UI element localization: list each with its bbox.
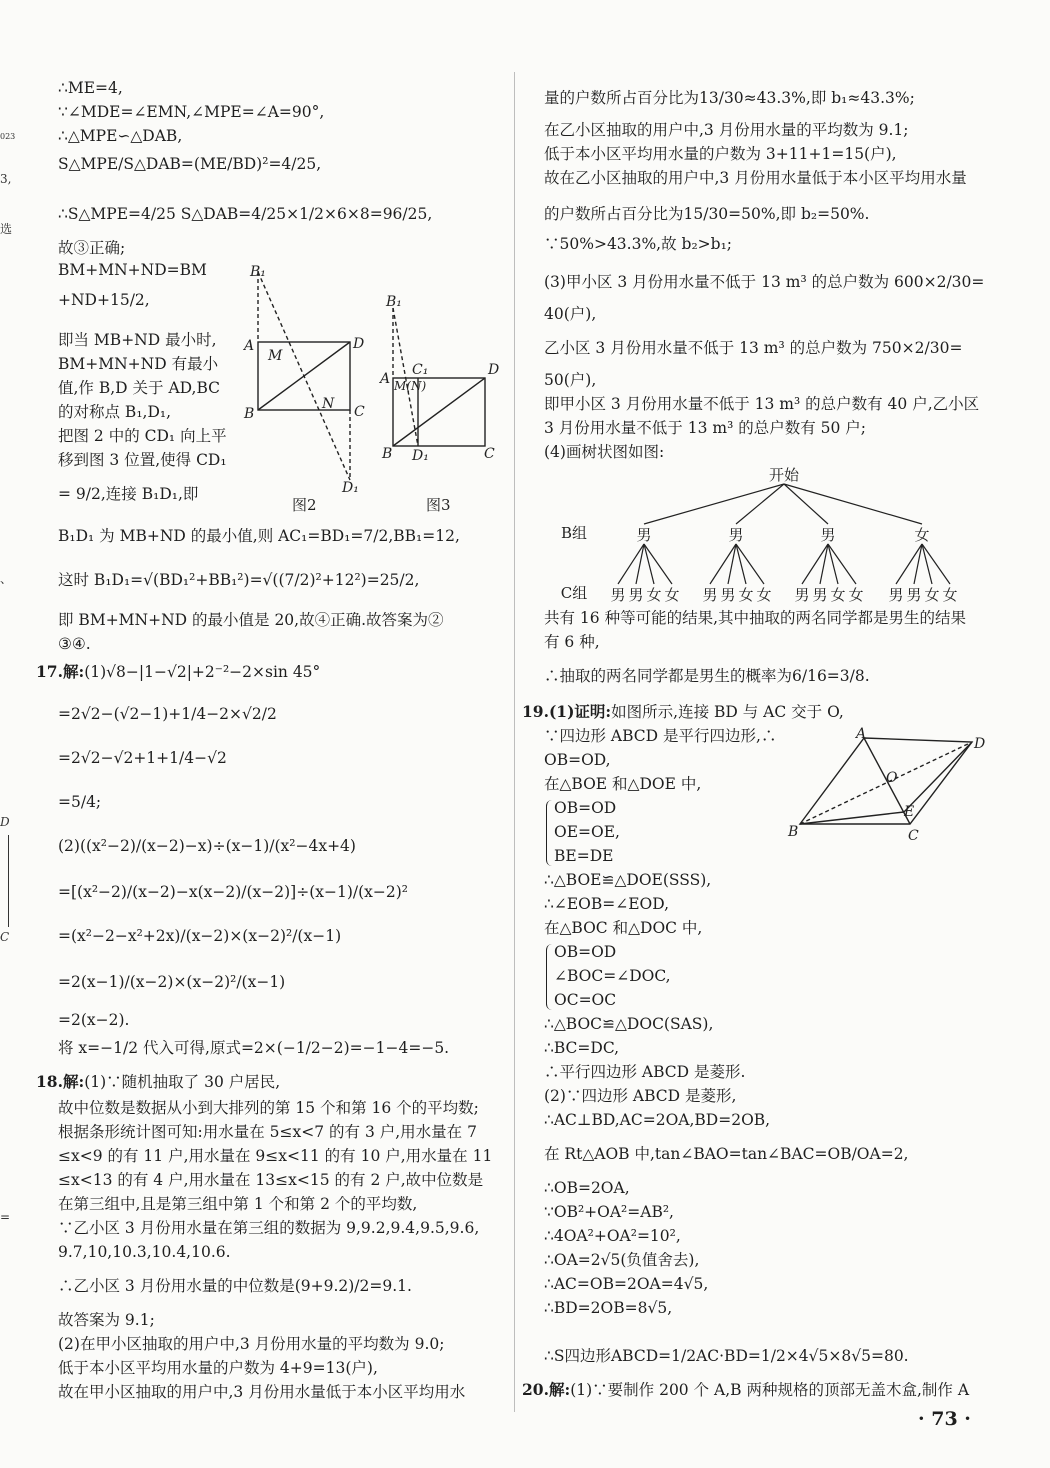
gutter-fragment: 、 — [0, 572, 13, 586]
text-line: (3)甲小区 3 月份用水量不低于 13 m³ 的总户数为 600×2/30= — [544, 273, 985, 291]
gutter-line — [8, 835, 9, 927]
text-line: 在△BOE 和△DOE 中, — [544, 775, 702, 793]
question-number: 17. — [36, 662, 63, 681]
text-line: 即甲小区 3 月份用水量不低于 13 m³ 的总户数有 40 户,乙小区 — [544, 395, 980, 413]
text-line: ≤x<13 的有 4 户,用水量在 13≤x<15 的有 2 户,故中位数是 — [58, 1171, 484, 1189]
text-line: BM+MN+ND 有最小 — [58, 355, 219, 373]
text-line: 在第三组中,且是第三组中第 1 个和第 2 个的平均数, — [58, 1195, 418, 1213]
text-line: 即 BM+MN+ND 的最小值是 20,故④正确.故答案为② — [58, 611, 444, 629]
text-line: ∴AC⊥BD,AC=2OA,BD=2OB, — [544, 1111, 771, 1129]
formula-line: 这时 B₁D₁=√(BD₁²+BB₁²)=√((7/2)²+12²)=25/2, — [58, 571, 420, 589]
fig2-label: B₁ — [250, 264, 266, 280]
text-line: 故答案为 9.1; — [58, 1311, 155, 1329]
text-line: (2)∵四边形 ABCD 是菱形, — [544, 1087, 737, 1105]
text-line: 值,作 B,D 关于 AD,BC — [58, 379, 220, 397]
question-number: 18. — [36, 1072, 63, 1091]
tree-node-l2: 男 — [794, 586, 810, 604]
segment-be — [800, 812, 904, 824]
text-line: ∴△BOC≌△DOC(SAS), — [544, 1015, 714, 1033]
question-17 — [36, 662, 320, 682]
brace — [546, 944, 553, 1010]
gutter-fragment: = — [0, 1210, 11, 1224]
text-line: +ND+15/2, — [58, 291, 150, 309]
text-line: ∠BOC=∠DOC, — [554, 967, 671, 985]
page-number: · 73 · — [918, 1408, 971, 1430]
text-line: ∴△BOE≌△DOE(SSS), — [544, 871, 712, 889]
text-line: OB=OD — [554, 943, 617, 961]
text: 如图所示,连接 BD 与 AC 交于 O, — [611, 703, 844, 721]
formula-line: =2√2−(√2−1)+1/4−2×√2/2 — [58, 705, 277, 723]
text: (1)∵要制作 200 个 A,B 两种规格的顶部无盖木盒,制作 A — [570, 1381, 970, 1399]
text-line: ∵∠MDE=∠EMN,∠MPE=∠A=90°, — [58, 103, 325, 121]
question-20 — [522, 1380, 969, 1400]
formula-line: 将 x=−1/2 代入可得,原式=2×(−1/2−2)=−1−4=−5. — [58, 1039, 450, 1057]
formula-line: =2(x−1)/(x−2)×(x−2)²/(x−1) — [58, 973, 286, 991]
tree-node-l2: 男 — [720, 586, 736, 604]
question-number: 20. — [522, 1380, 549, 1399]
formula-line: (2)((x²−2)/(x−2)−x)÷(x−1)/(x²−4x+4) — [58, 837, 356, 855]
formula-line: ∴S四边形ABCD=1/2AC·BD=1/2×4√5×8√5=80. — [544, 1347, 909, 1365]
text-line: ∴BD=2OB=8√5, — [544, 1299, 673, 1317]
text-line: ∴ME=4, — [58, 79, 123, 97]
text-line: 把图 2 中的 CD₁ 向上平 — [58, 427, 227, 445]
tree-node-l2: 男 — [906, 586, 922, 604]
column-divider — [514, 72, 515, 1412]
text-line: ≤x<9 的有 11 户,用水量在 9≤x<11 的有 10 户,用水量在 11 — [58, 1147, 493, 1165]
formula-line: ∴抽取的两名同学都是男生的概率为6/16=3/8. — [544, 667, 870, 685]
text-line: BM+MN+ND=BM — [58, 261, 207, 279]
tree-node-l2: 女 — [848, 586, 864, 604]
rhombus-label: B — [788, 824, 799, 840]
formula-line: 在 Rt△AOB 中,tan∠BAO=tan∠BAC=OB/OA=2, — [544, 1145, 909, 1163]
text-line: ∴4OA²+OA²=10², — [544, 1227, 681, 1245]
tree-node-l2: 男 — [610, 586, 626, 604]
text-line: 量的户数所占百分比为13/30≈43.3%,即 b₁≈43.3%; — [544, 89, 915, 107]
text-line: OC=OC — [554, 991, 617, 1009]
text-line: ∴OB=2OA, — [544, 1179, 630, 1197]
fig3-label: M(N) — [394, 379, 427, 393]
formula-line: =5/4; — [58, 793, 102, 811]
formula-line: =(x²−2−x²+2x)/(x−2)×(x−2)²/(x−1) — [58, 927, 342, 945]
fig2-label: C — [354, 404, 365, 420]
tree-node-l1: 男 — [728, 526, 744, 544]
text-line: 40(户), — [544, 305, 597, 323]
text-line: 故③正确; — [58, 239, 126, 257]
fig2-label: M — [268, 348, 283, 364]
text-line: ∵四边形 ABCD 是平行四边形,∴ — [544, 727, 777, 745]
rhombus-label: A — [856, 726, 867, 742]
fig2-label: A — [244, 338, 255, 354]
text-line: (4)画树状图如图: — [544, 443, 665, 461]
question-18 — [36, 1072, 280, 1092]
text-line: 故在乙小区抽取的用户中,3 月份用水量低于本小区平均用水量 — [544, 169, 967, 187]
text-line: ∵OB²+OA²=AB², — [544, 1203, 674, 1221]
tree-node-l2: 女 — [830, 586, 846, 604]
tree-node-l2: 女 — [924, 586, 940, 604]
tree-node-l2: 男 — [888, 586, 904, 604]
fig2-dashed — [258, 272, 350, 480]
geometry-figures — [236, 262, 506, 522]
fig3-label: A — [380, 371, 391, 387]
rhombus-label: D — [974, 736, 986, 752]
text-line: 3 月份用水量不低于 13 m³ 的总户数有 50 户; — [544, 419, 867, 437]
tree-node-l2: 女 — [646, 586, 662, 604]
tree-node-l1: 女 — [914, 526, 930, 544]
fig3-label: D — [488, 362, 500, 378]
solution-label: 解: — [62, 1072, 85, 1091]
text: (1)∵随机抽取了 30 户居民, — [84, 1073, 281, 1091]
brace — [546, 800, 553, 866]
text-line: OB=OD, — [544, 751, 611, 769]
formula-line: S△MPE/S△DAB=(ME/BD)²=4/25, — [58, 155, 322, 173]
text-line: 50(户), — [544, 371, 597, 389]
text-line: ∵50%>43.3%,故 b₂>b₁; — [544, 235, 733, 253]
solution-label: 解: — [548, 1380, 571, 1399]
gutter-fragment: 023 — [0, 132, 16, 141]
fig3-label: C₁ — [412, 362, 429, 378]
tree-node-l2: 女 — [738, 586, 754, 604]
text-line: 在乙小区抽取的用户中,3 月份用水量的平均数为 9.1; — [544, 121, 909, 139]
fig3-label: D₁ — [412, 448, 429, 464]
gutter-fragment: D — [0, 815, 10, 829]
fig2-label: D₁ — [342, 480, 359, 496]
text-line: 的户数所占百分比为15/30=50%,即 b₂=50%. — [544, 205, 870, 223]
rhombus-label: O — [886, 770, 898, 786]
fig2-label: B — [244, 406, 255, 422]
text-line: 移到图 3 位置,使得 CD₁ — [58, 451, 227, 469]
fig2-label: N — [322, 396, 335, 412]
solution-label: 解: — [62, 662, 85, 681]
rhombus-label: C — [908, 828, 919, 844]
text-line: 低于本小区平均用水量的户数为 3+11+1=15(户), — [544, 145, 897, 163]
tree-node-l2: 女 — [664, 586, 680, 604]
tree-node-l1: 男 — [820, 526, 836, 544]
formula-line: ∴S△MPE=4/25 S△DAB=4/25×1/2×6×8=96/25, — [58, 205, 433, 223]
text-line: ∴OA=2√5(负值舍去), — [544, 1251, 700, 1269]
tree-node-l2: 女 — [756, 586, 772, 604]
question-19 — [522, 702, 844, 722]
text-line: BE=DE — [554, 847, 614, 865]
text-line: 有 6 种, — [544, 633, 600, 651]
text-line: ∴∠EOB=∠EOD, — [544, 895, 670, 913]
text-line: 低于本小区平均用水量的户数为 4+9=13(户), — [58, 1359, 378, 1377]
text-line: ③④. — [58, 635, 91, 653]
tree-node-l1: 男 — [636, 526, 652, 544]
text-line: (2)在甲小区抽取的用户中,3 月份用水量的平均数为 9.0; — [58, 1335, 445, 1353]
formula-line: =[(x²−2)/(x−2)−x(x−2)/(x−2)]÷(x−1)/(x−2)² — [58, 883, 408, 901]
text-line: ∴平行四边形 ABCD 是菱形. — [544, 1063, 746, 1081]
question-number: 19. — [522, 702, 549, 721]
formula: (1)√8−|1−√2|+2⁻²−2×sin 45° — [84, 663, 321, 681]
segment-ed — [904, 742, 972, 812]
text-line: ∴△MPE∽△DAB, — [58, 127, 183, 145]
text-line: 即当 MB+ND 最小时, — [58, 331, 217, 349]
tree-group-c: C组 — [560, 584, 588, 602]
tree-group-b: B组 — [560, 524, 588, 542]
text-line: OB=OD — [554, 799, 617, 817]
proof-label: (1)证明: — [548, 702, 612, 721]
fig3-label: C — [484, 446, 495, 462]
gutter-fragment: 3, — [0, 172, 12, 186]
branch-group — [618, 544, 950, 584]
formula-line: =2√2−√2+1+1/4−√2 — [58, 749, 227, 767]
text-line: B₁D₁ 为 MB+ND 的最小值,则 AC₁=BD₁=7/2,BB₁=12, — [58, 527, 460, 545]
tree-node-l2: 男 — [812, 586, 828, 604]
rhombus-figure — [780, 724, 990, 848]
fig3-label: B — [382, 446, 393, 462]
text-line: 故中位数是数据从小到大排列的第 15 个和第 16 个的平均数; — [58, 1099, 479, 1117]
formula-line: ∴乙小区 3 月份用水量的中位数是(9+9.2)/2=9.1. — [58, 1277, 412, 1295]
text-line: 的对称点 B₁,D₁, — [58, 403, 172, 421]
tree-start: 开始 — [768, 466, 800, 484]
gutter-fragment: 选 — [0, 222, 13, 236]
text-line: 在△BOC 和△DOC 中, — [544, 919, 703, 937]
text-line: 根据条形统计图可知:用水量在 5≤x<7 的有 3 户,用水量在 7 — [58, 1123, 477, 1141]
tree-node-l2: 男 — [702, 586, 718, 604]
tree-node-l2: 女 — [942, 586, 958, 604]
gutter-fragment: C — [0, 930, 10, 944]
fig2-caption: 图2 — [292, 496, 317, 514]
fig3-caption: 图3 — [426, 496, 451, 514]
formula-line: =2(x−2). — [58, 1011, 130, 1029]
text-line: 9.7,10,10.3,10.4,10.6. — [58, 1243, 231, 1261]
rhombus-label: E — [904, 804, 915, 820]
text-line: ∴AC=OB=2OA=4√5, — [544, 1275, 709, 1293]
text-line: ∵乙小区 3 月份用水量在第三组的数据为 9,9.2,9.4,9.5,9.6, — [58, 1219, 480, 1237]
text-line: 共有 16 种等可能的结果,其中抽取的两名同学都是男生的结果 — [544, 609, 967, 627]
text-line: ∴BC=DC, — [544, 1039, 620, 1057]
fig3-label: B₁ — [386, 294, 402, 310]
text-line: 故在甲小区抽取的用户中,3 月份用水量低于本小区平均用水 — [58, 1383, 466, 1401]
text-line: = 9/2,连接 B₁D₁,即 — [58, 485, 199, 503]
text-line: 乙小区 3 月份用水量不低于 13 m³ 的总户数为 750×2/30= — [544, 339, 963, 357]
text-line: OE=OE, — [554, 823, 620, 841]
tree-node-l2: 男 — [628, 586, 644, 604]
fig2-label: D — [353, 336, 365, 352]
tree-diagram — [556, 462, 976, 608]
